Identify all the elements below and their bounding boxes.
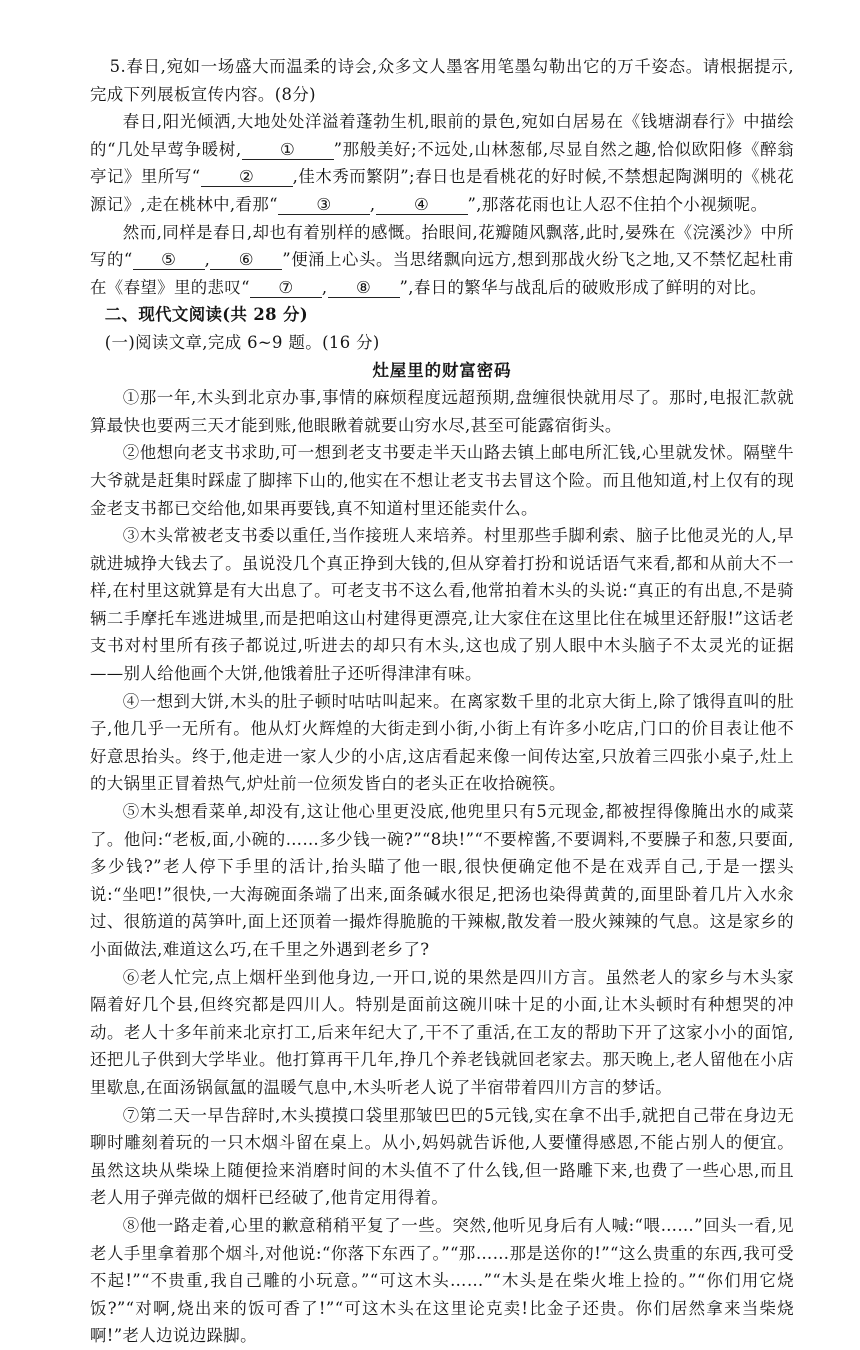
article-paragraph-7: ⑦第二天一早告辞时,木头摸摸口袋里那皱巴巴的5元钱,实在拿不出手,就把自己带在身边无聊时雕刻着玩的一只木烟斗留在桌上。从小,妈妈就告诉他,人要懂得感恩,不能占别人的便宜。虽然这块从柴垛上随便捡来消磨时间的木头值不了什么钱,但一路雕下来,也费了一些心思,而且老人用子弹壳做的烟杆已经破了,他肯定用得着。 (90, 1105, 794, 1208)
blank-2[interactable]: ② (201, 168, 293, 187)
article-paragraph-4: ④一想到大饼,木头的肚子顿时咕咕叫起来。在离家数千里的北京大街上,除了饿得直叫的肚子,他几乎一无所有。他从灯火辉煌的大街走到小街,小街上有许多小吃店,门口的价目表让他不好意思抬头。终于,他走进一家人少的小店,这店看起来像一间传达室,只放着三四张小桌子,灶上的大锅里正冒着热气,炉灶前一位须发皆白的老头正在收拾碗筷。 (90, 691, 794, 794)
blank-4[interactable]: ④ (376, 196, 468, 215)
question-5-prompt: 5.春日,宛如一场盛大而温柔的诗会,众多文人墨客用笔墨勾勒出它的万千姿态。请根据提示,完成下列展板宣传内容。(8分) (90, 57, 794, 104)
article-title: 灶屋里的财富密码 (372, 360, 512, 380)
article-paragraph-3: ③木头常被老支书委以重任,当作接班人来培养。村里那些手脚利索、脑子比他灵光的人,早就进城挣大钱去了。虽说没几个真正挣到大钱的,但从穿着打扮和说话语气来看,都和从前大不一样,在村里这就算是有大出息了。可老支书不这么看,他常拍着木头的头说:“真正的有出息,不是骑辆二手摩托车逃进城里,而是把咱这山村建得更漂亮,让大家住在这里比住在城里还舒服!”这话老支书对村里所有孩子都说过,听进去的却只有木头,这也成了别人眼中木头脑子不太灵光的证据——别人给他画个大饼,他饿着肚子还听得津津有味。 (90, 526, 794, 684)
question-5-paragraph-2: 然而,同样是春日,却也有着别样的感慨。抬眼间,花瓣随风飘落,此时,晏殊在《浣溪沙》中所写的“ ⑤ , ⑥ ”便涌上心头。当思绪飘向远方,想到那战火纷飞之地,又不禁忆起杜甫在《春望》里的悲叹“ ⑦ , ⑧ ”,春日的繁华与战乱后的破败形成了鲜明的对比。 (90, 222, 794, 297)
blank-8[interactable]: ⑧ (328, 279, 400, 298)
article-paragraph-6: ⑥老人忙完,点上烟杆坐到他身边,一开口,说的果然是四川方言。虽然老人的家乡与木头家隔着好几个县,但终究都是四川人。特别是面前这碗川味十足的小面,让木头顿时有种想哭的冲动。老人十多年前来北京打工,后来年纪大了,干不了重活,在工友的帮助下开了这家小小的面馆,还把儿子供到大学毕业。他打算再干几年,挣几个养老钱就回老家去。那天晚上,老人留他在小店里歇息,在面汤锅氤氲的温暖气息中,木头听老人说了半宿带着四川方言的梦话。 (90, 967, 794, 1097)
blank-3[interactable]: ③ (278, 196, 370, 215)
blank-5[interactable]: ⑤ (133, 251, 205, 270)
blank-1[interactable]: ① (242, 141, 334, 160)
blank-7[interactable]: ⑦ (250, 279, 322, 298)
question-5-paragraph-1: 春日,阳光倾洒,大地处处洋溢着蓬勃生机,眼前的景色,宛如白居易在《钱塘湖春行》中描绘的“几处早莺争暖树, ① ”那般美好;不远处,山林葱郁,尽显自然之趣,恰似欧阳修《醉翁亭记》里所写“ ② ,佳木秀而繁阴”;春日也是看桃花的好时候,不禁想起陶渊明的《桃花源记》,走在桃林中,看那“ ③ , ④ ”,那落花雨也让人忍不住拍个小视频呢。 (90, 112, 795, 214)
section-heading: 二、现代文阅读(共 28 分) (104, 305, 308, 325)
article-paragraph-8: ⑧他一路走着,心里的歉意稍稍平复了一些。突然,他听见身后有人喊:“喂……”回头一看,见老人手里拿着那个烟斗,对他说:“你落下东西了。”“那……那是送你的!”“这么贵重的东西,我可受不起!”“不贵重,我自己雕的小玩意。”“可这木头……”“木头是在柴火堆上捡的。”“你们用它烧饭?”“对啊,烧出来的饭可香了!”“可这木头在这里论克卖!比金子还贵。你们居然拿来当柴烧啊!”老人边说边跺脚。 (90, 1215, 794, 1346)
blank-6[interactable]: ⑥ (210, 251, 282, 270)
article-paragraph-1: ①那一年,木头到北京办事,事情的麻烦程度远超预期,盘缠很快就用尽了。那时,电报汇款就算最快也要两三天才能到账,他眼瞅着就要山穷水尽,甚至可能露宿街头。 (90, 388, 794, 435)
article-paragraph-2: ②他想向老支书求助,可一想到老支书要走半天山路去镇上邮电所汇钱,心里就发怵。隔壁牛大爷就是赶集时踩虚了脚摔下山的,他实在不想让老支书去冒这个险。而且他知道,村上仅有的现金老支书都已交给他,如果再要钱,真不知道村里还能卖什么。 (90, 443, 794, 518)
section-subheading: (一)阅读文章,完成 6~9 题。(16 分) (104, 332, 380, 352)
article-paragraph-5: ⑤木头想看菜单,却没有,这让他心里更没底,他兜里只有5元现金,都被捏得像腌出水的咸菜了。他问:“老板,面,小碗的……多少钱一碗?”“8块!”“不要榨酱,不要调料,不要臊子和葱,只要面,多少钱?”老人停下手里的活计,抬头瞄了他一眼,很快便确定他不是在戏弄自己,于是一摆头说:“坐吧!”很快,一大海碗面条端了出来,面条碱水很足,把汤也染得黄黄的,面里卧着几片入水汆过、很筋道的莴笋叶,面上还顶着一撮炸得脆脆的干辣椒,散发着一股火辣辣的气息。这是家乡的小面做法,难道这么巧,在千里之外遇到老乡了? (90, 802, 794, 959)
